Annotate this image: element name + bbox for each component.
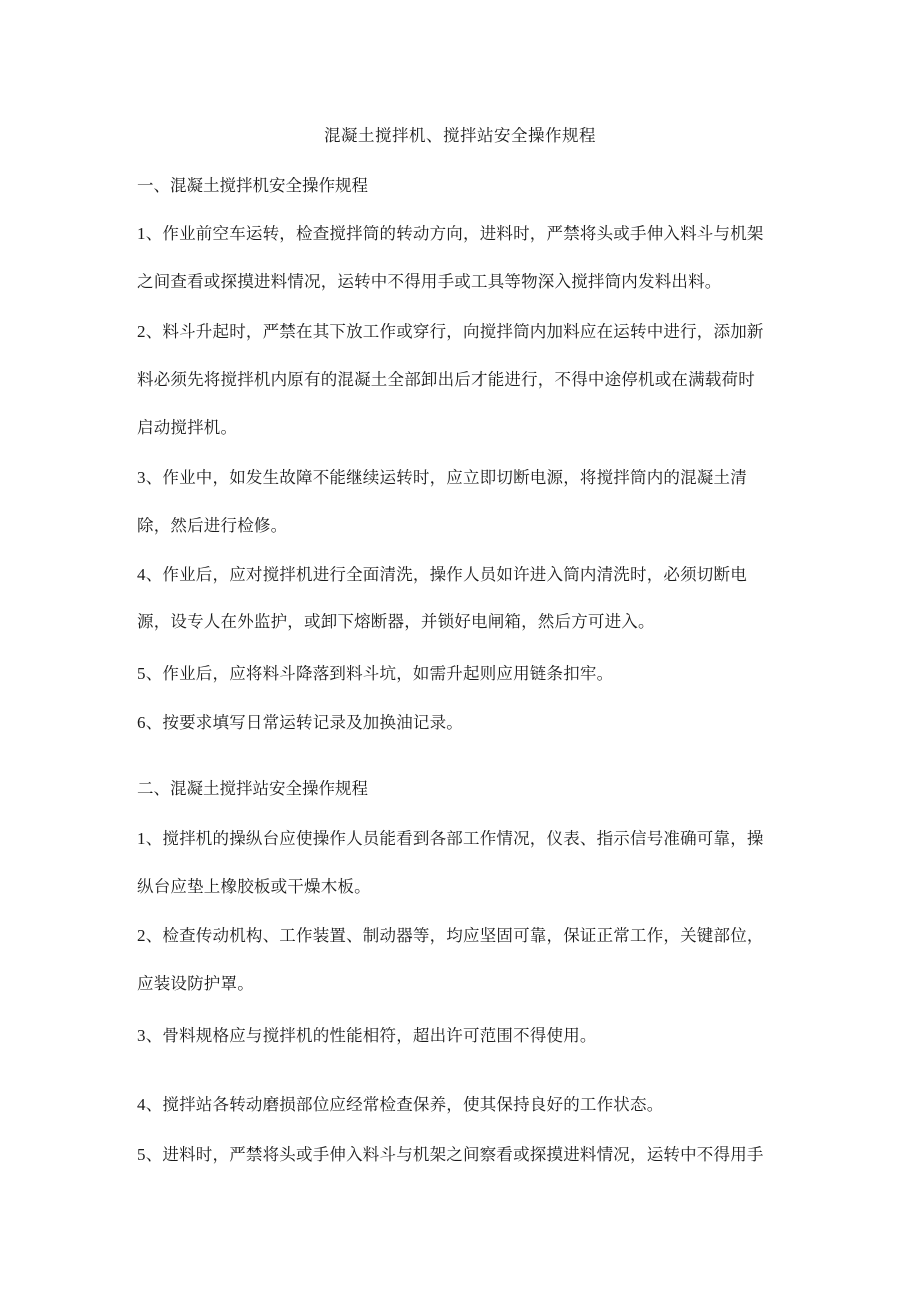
section-2-heading: 二、混凝土搅拌站安全操作规程 xyxy=(137,779,368,798)
s2-item-1-line-2: 纵台应垫上橡胶板或干燥木板。 xyxy=(137,877,371,896)
s1-item-4-line-2: 源，设专人在外监护，或卸下熔断器，并锁好电闸箱，然后方可进入。 xyxy=(137,612,655,631)
s2-item-3-line-1: 3、骨料规格应与搅拌机的性能相符，超出许可范围不得使用。 xyxy=(137,1026,597,1045)
s2-item-1-line-1: 1、搅拌机的操纵台应使操作人员能看到各部工作情况，仪表、指示信号准确可靠，操 xyxy=(137,829,764,848)
s1-item-5-line-1: 5、作业后，应将料斗降落到料斗坑，如需升起则应用链条扣牢。 xyxy=(137,664,614,683)
s1-item-4-line-1: 4、作业后，应对搅拌机进行全面清洗，操作人员如许进入筒内清洗时，必须切断电 xyxy=(137,565,747,584)
s1-item-3-line-1: 3、作业中，如发生故障不能继续运转时，应立即切断电源，将搅拌筒内的混凝土清 xyxy=(137,468,747,487)
document-title: 混凝土搅拌机、搅拌站安全操作规程 xyxy=(324,126,596,145)
s2-item-2-line-2: 应装设防护罩。 xyxy=(137,974,254,993)
s2-item-2-line-1: 2、检查传动机构、工作装置、制动器等，均应坚固可靠，保证正常工作，关键部位， xyxy=(137,926,764,945)
section-1-heading: 一、混凝土搅拌机安全操作规程 xyxy=(137,176,368,195)
s1-item-2-line-1: 2、料斗升起时，严禁在其下放工作或穿行，向搅拌筒内加料应在运转中进行，添加新 xyxy=(137,322,764,341)
s2-item-5-line-1: 5、进料时，严禁将头或手伸入料斗与机架之间察看或探摸进料情况，运转中不得用手 xyxy=(137,1145,764,1164)
s1-item-1-line-1: 1、作业前空车运转，检查搅拌筒的转动方向，进料时，严禁将头或手伸入料斗与机架 xyxy=(137,224,764,243)
s1-item-6-line-1: 6、按要求填写日常运转记录及加换油记录。 xyxy=(137,713,464,732)
s1-item-2-line-2: 料必须先将搅拌机内原有的混凝土全部卸出后才能进行，不得中途停机或在满载荷时 xyxy=(137,370,755,389)
s1-item-2-line-3: 启动搅拌机。 xyxy=(137,418,238,437)
s2-item-4-line-1: 4、搅拌站各转动磨损部位应经常检查保养，使其保持良好的工作状态。 xyxy=(137,1095,664,1114)
s1-item-3-line-2: 除，然后进行检修。 xyxy=(137,516,288,535)
s1-item-1-line-2: 之间查看或探摸进料情况，运转中不得用手或工具等物深入搅拌筒内发料出料。 xyxy=(137,272,722,291)
